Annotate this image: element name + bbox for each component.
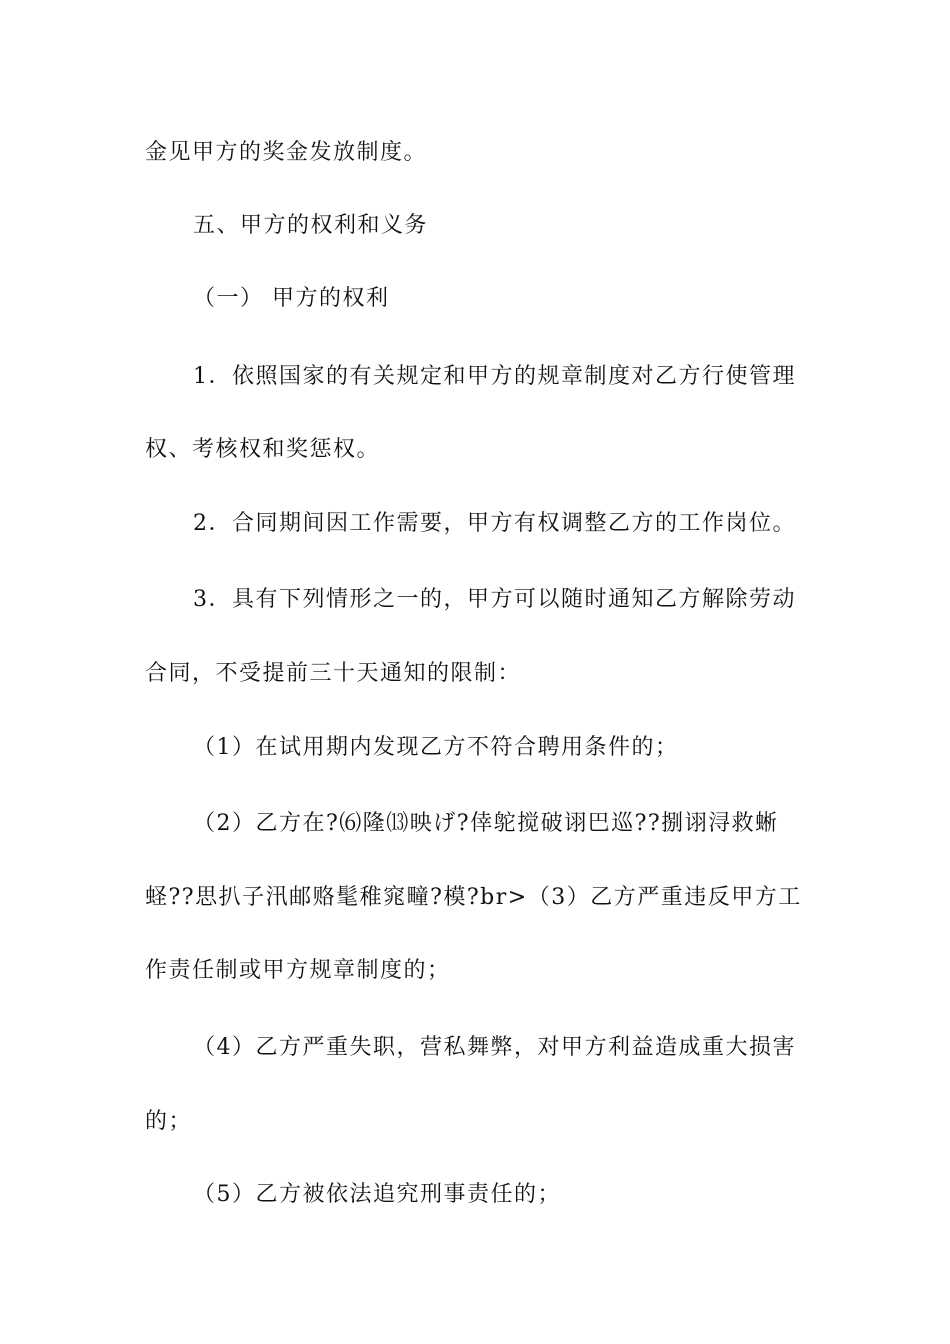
text-line: 合同，不受提前三十天通知的限制：	[145, 661, 522, 686]
text-line: 1．依照国家的有关规定和甲方的规章制度对乙方行使管理	[193, 364, 796, 389]
text-line: （4）乙方严重失职，营私舞弊，对甲方利益造成重大损害	[193, 1035, 796, 1060]
text-line: 3．具有下列情形之一的，甲方可以随时通知乙方解除劳动	[193, 587, 796, 612]
text-line: （2）乙方在?⑹隆⒀映げ?倖鸵搅破诩巴巡??捌诩浔救蜥	[193, 811, 779, 836]
text-line: 权、考核权和奖惩权。	[145, 437, 381, 462]
text-line: （1）在试用期内发现乙方不符合聘用条件的；	[193, 735, 679, 760]
text-line: 的；	[145, 1109, 193, 1134]
subsection-heading: （一） 甲方的权利	[193, 286, 390, 311]
text-line: 金见甲方的奖金发放制度。	[145, 140, 428, 165]
text-line: 作责任制或甲方规章制度的；	[145, 958, 451, 983]
section-heading: 五、甲方的权利和义务	[193, 213, 429, 238]
text-line: 2．合同期间因工作需要，甲方有权调整乙方的工作岗位。	[193, 511, 796, 536]
text-line: 蛏??思扒子汛邮赂髦稚窕疃?模?br>（3）乙方严重违反甲方工	[145, 885, 802, 910]
text-line: （5）乙方被依法追究刑事责任的；	[193, 1182, 561, 1207]
